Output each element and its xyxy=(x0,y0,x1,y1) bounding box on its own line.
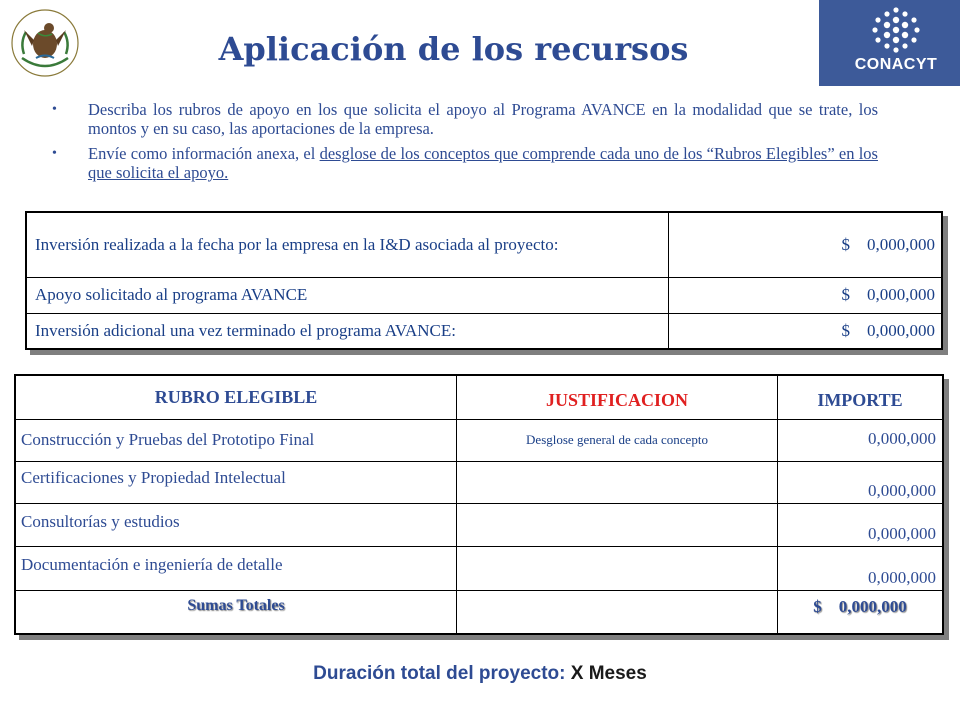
investment-label: Inversión realizada a la fecha por la empresa en la I&D asociada al proyecto: xyxy=(26,212,669,277)
conacyt-logo xyxy=(836,6,956,86)
bullet-icon: • xyxy=(52,146,57,161)
mexican-seal-icon xyxy=(8,6,82,80)
instruction-text: Envíe como información anexa, el xyxy=(88,144,320,163)
investment-amount xyxy=(669,212,943,277)
instruction-text: Describa los rubros de apoyo en los que solicita el apoyo al Programa AVANCE en la modalidad que se trate, los montos y en su caso, las aportaciones de la empresa. xyxy=(88,100,878,138)
importe-cell: 0,000,000 xyxy=(778,546,944,590)
table-header-row xyxy=(15,375,943,419)
table-row xyxy=(15,503,943,546)
currency-symbol: $ xyxy=(813,596,822,616)
importe-cell: 0,000,000 xyxy=(778,419,944,461)
table-row xyxy=(15,419,943,461)
table-row xyxy=(26,313,942,349)
totals-row xyxy=(15,590,943,634)
desglose-link[interactable]: desglose de los conceptos que comprende cada uno de los “Rubros Elegibles” en los que solicita el apoyo. xyxy=(88,144,878,182)
table-row xyxy=(15,546,943,590)
currency-symbol: $ xyxy=(841,234,850,254)
conacyt-dots-icon xyxy=(869,6,923,54)
table-row xyxy=(26,277,942,313)
duration-label: Duración total del proyecto: xyxy=(313,663,566,684)
investment-table xyxy=(25,211,943,350)
totals-label: Sumas Totales xyxy=(15,590,457,634)
instruction-item xyxy=(50,144,878,182)
project-duration xyxy=(0,663,960,685)
rubro-cell: Documentación e ingeniería de detalle xyxy=(15,546,457,590)
investment-amount xyxy=(669,313,943,349)
column-header-importe: IMPORTE xyxy=(778,375,944,419)
investment-amount xyxy=(669,277,943,313)
currency-symbol: $ xyxy=(841,320,850,340)
conacyt-logo-text: CONACYT xyxy=(854,56,938,73)
column-header-justificacion: JUSTIFICACION xyxy=(457,375,778,419)
justificacion-cell xyxy=(457,503,778,546)
investment-label: Apoyo solicitado al programa AVANCE xyxy=(26,277,669,313)
amount-value: 0,000,000 xyxy=(867,234,935,254)
justificacion-cell xyxy=(457,461,778,503)
bullet-icon: • xyxy=(52,102,57,117)
instruction-item xyxy=(50,100,878,138)
importe-cell: 0,000,000 xyxy=(778,461,944,503)
page-title: Aplicación de los recursos xyxy=(218,30,689,68)
table-row xyxy=(26,212,942,277)
header-title-box xyxy=(88,0,819,86)
importe-cell: 0,000,000 xyxy=(778,503,944,546)
justificacion-cell: Desglose general de cada concepto xyxy=(457,419,778,461)
investment-label: Inversión adicional una vez terminado el programa AVANCE: xyxy=(26,313,669,349)
amount-value: 0,000,000 xyxy=(867,285,935,304)
currency-symbol: $ xyxy=(841,285,850,304)
column-header-rubro: RUBRO ELEGIBLE xyxy=(15,375,457,419)
duration-value: X Meses xyxy=(570,663,647,684)
amount-value: 0,000,000 xyxy=(867,320,935,340)
rubro-cell: Construcción y Pruebas del Prototipo Final xyxy=(15,419,457,461)
amount-value: 0,000,000 xyxy=(838,596,907,616)
totals-justificacion-cell xyxy=(457,590,778,634)
table-row xyxy=(15,461,943,503)
totals-amount xyxy=(778,590,944,634)
instructions-list xyxy=(50,100,878,188)
rubro-cell: Consultorías y estudios xyxy=(15,503,457,546)
justificacion-cell xyxy=(457,546,778,590)
rubros-table xyxy=(14,374,944,635)
rubro-cell: Certificaciones y Propiedad Intelectual xyxy=(15,461,457,503)
